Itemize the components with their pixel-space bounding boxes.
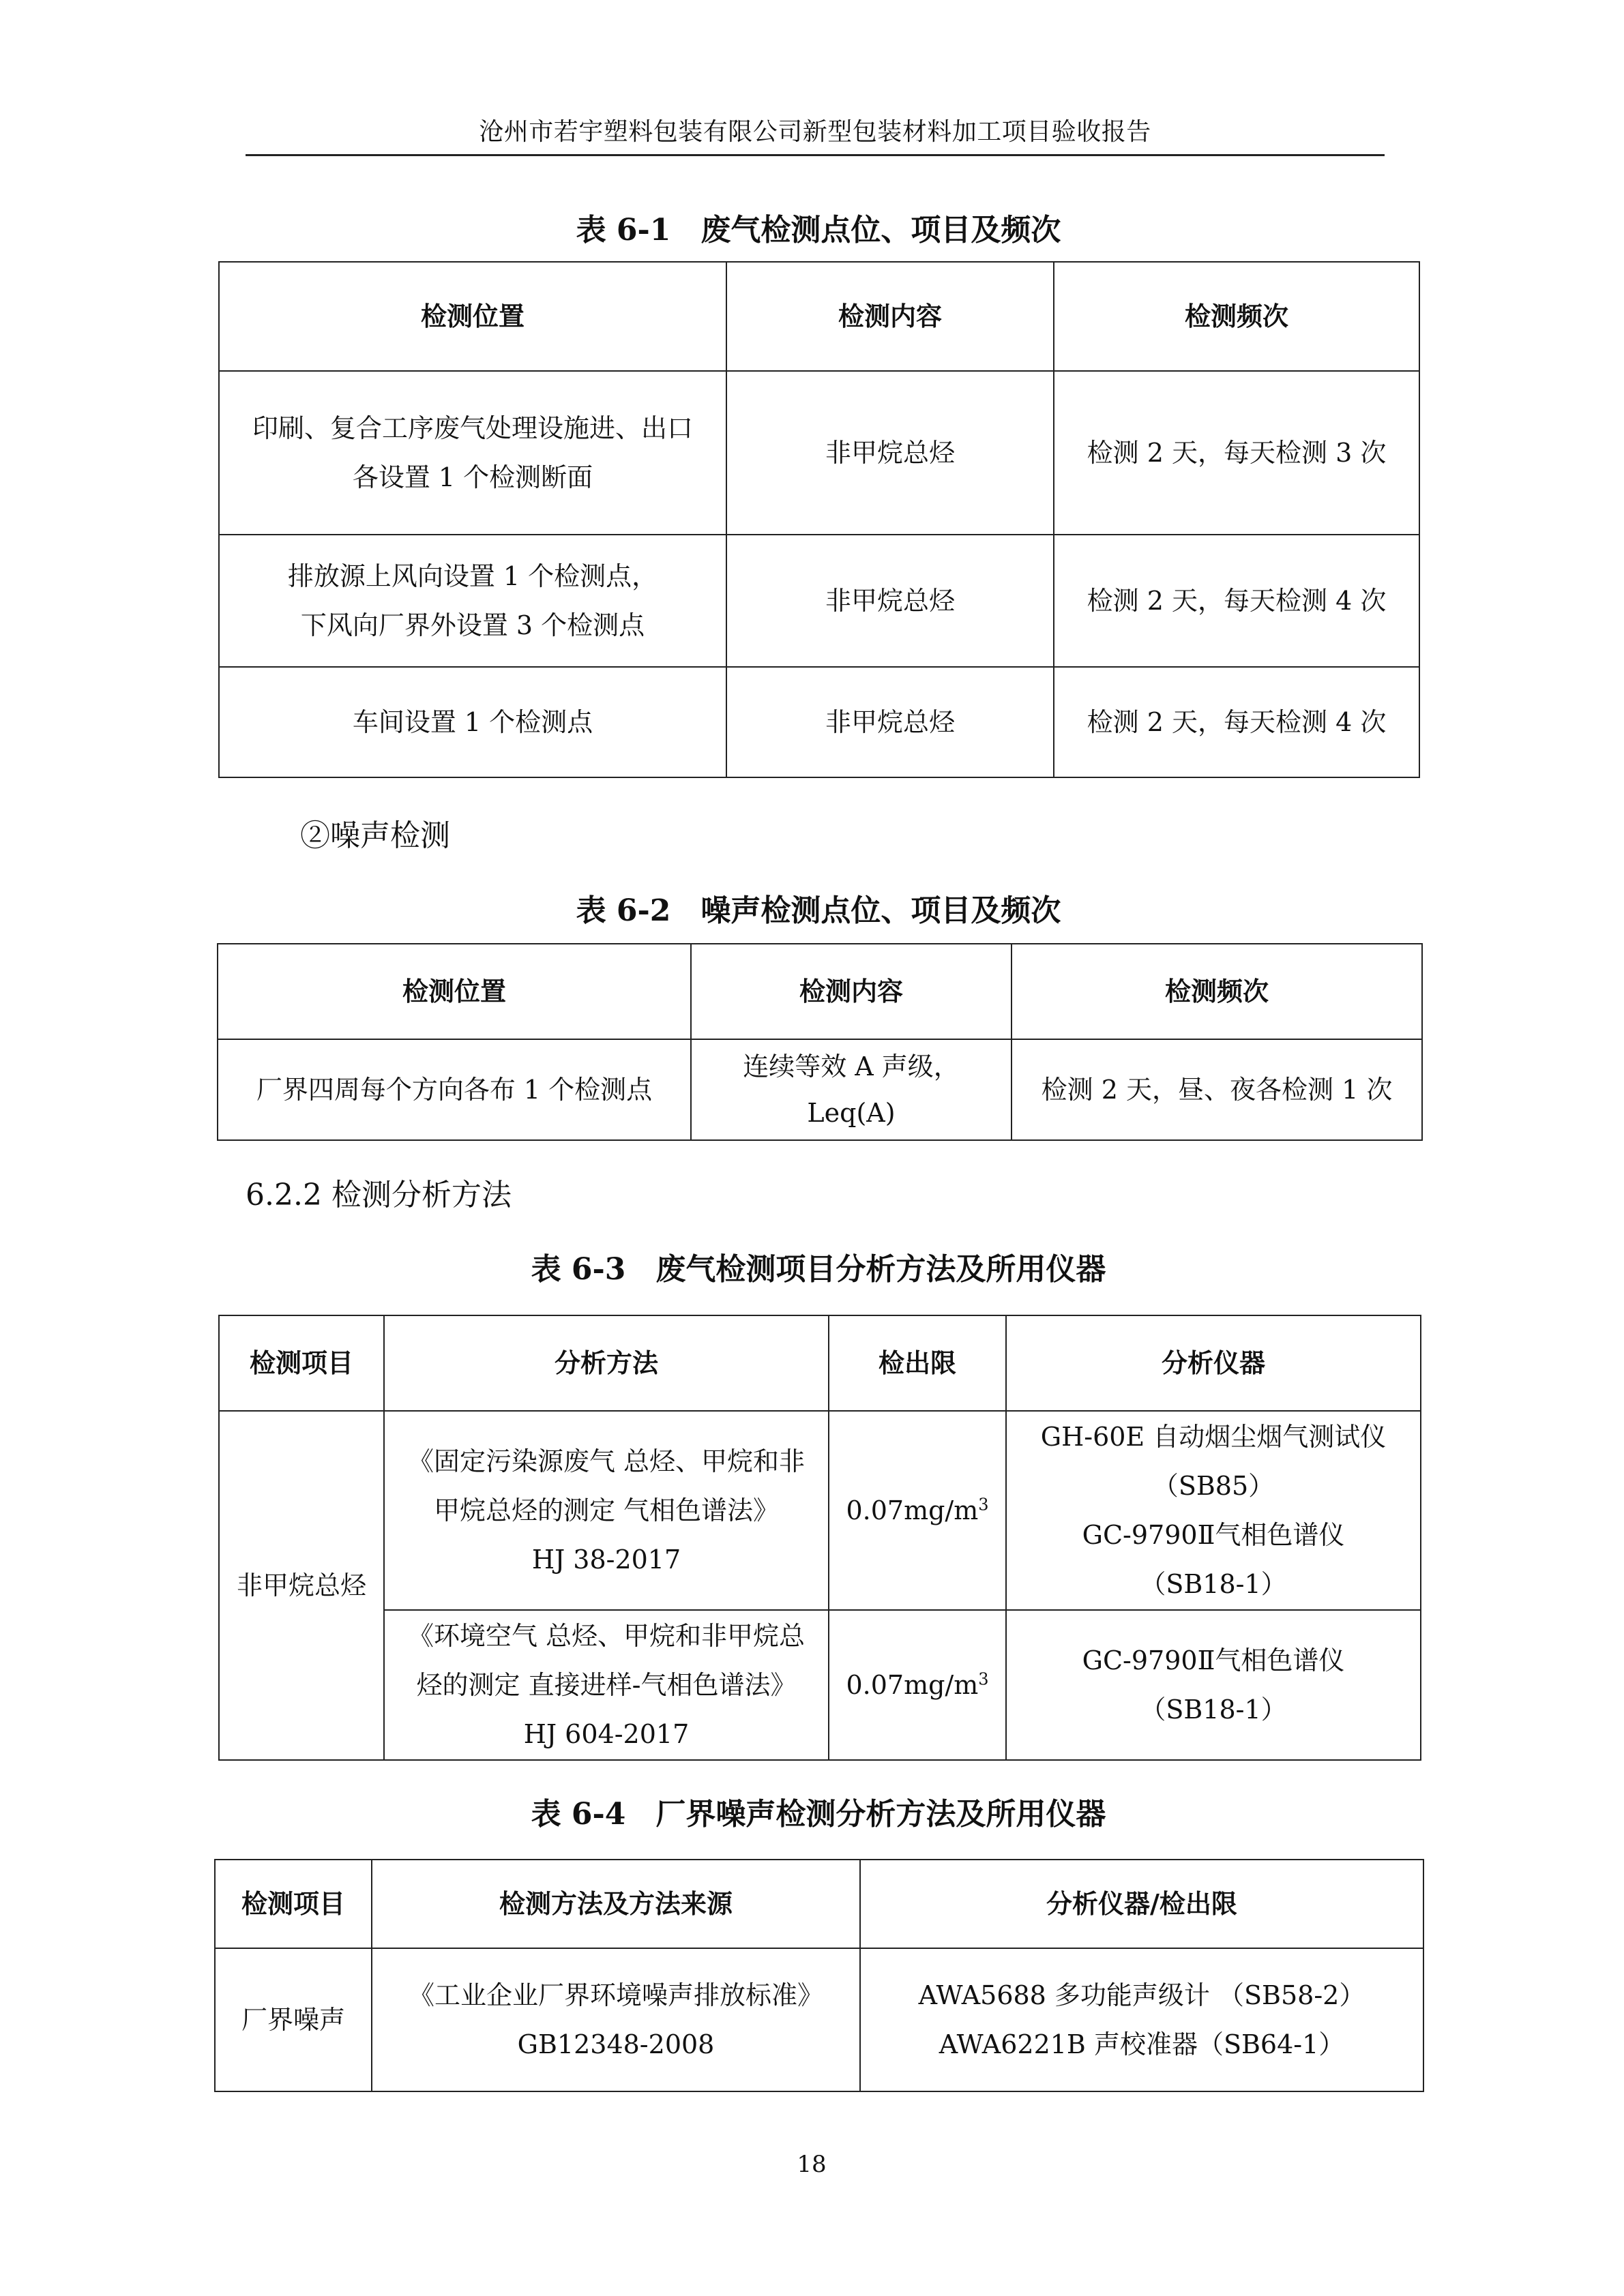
table-row xyxy=(215,1948,1423,2091)
table-header-row xyxy=(219,262,1419,371)
cell-line: 《环境空气 总烃、甲烷和非甲烷总 xyxy=(407,1621,806,1651)
header-cell: 检测方法及方法来源 xyxy=(372,1860,860,1948)
noise-heading: ②噪声检测 xyxy=(300,818,450,853)
table-6-4-caption: 表 6-4 厂界噪声检测分析方法及所用仪器 xyxy=(531,1797,1106,1832)
content-cell: 非甲烷总烃 xyxy=(726,535,1054,667)
page-number: 18 xyxy=(797,2151,827,2178)
header-cell: 分析仪器 xyxy=(1006,1315,1421,1411)
content-cell xyxy=(691,1039,1012,1140)
table-6-1-caption: 表 6-1 废气检测点位、项目及频次 xyxy=(576,213,1061,248)
table-header-row xyxy=(218,944,1422,1039)
instrument-cell xyxy=(1006,1610,1421,1760)
table-6-3-caption: 表 6-3 废气检测项目分析方法及所用仪器 xyxy=(531,1252,1106,1287)
header-cell: 分析仪器/检出限 xyxy=(860,1860,1423,1948)
frequency-cell: 检测 2 天，每天检测 4 次 xyxy=(1054,535,1419,667)
table-header-row xyxy=(219,1315,1421,1411)
method-cell xyxy=(384,1411,829,1610)
header-cell: 检测内容 xyxy=(691,944,1012,1039)
cell-line: 《工业企业厂界环境噪声排放标准》 xyxy=(408,1980,823,2010)
method-cell xyxy=(384,1610,829,1760)
header-cell: 检测频次 xyxy=(1012,944,1422,1039)
header-cell: 检测项目 xyxy=(215,1860,372,1948)
cell-line: AWA5688 多功能声级计 （SB58-2） xyxy=(918,1980,1365,2010)
cell-line: HJ 604-2017 xyxy=(523,1719,690,1749)
table-row xyxy=(219,371,1419,535)
section-heading: 6.2.2 检测分析方法 xyxy=(246,1178,512,1212)
cell-line: 《固定污染源废气 总烃、甲烷和非 xyxy=(407,1446,806,1476)
table-row xyxy=(219,1411,1421,1610)
cell-line: 甲烷总烃的测定 气相色谱法》 xyxy=(433,1495,780,1525)
item-cell: 厂界噪声 xyxy=(215,1948,372,2091)
limit-cell xyxy=(829,1610,1006,1760)
cell-line: GH-60E 自动烟尘烟气测试仪 xyxy=(1040,1422,1387,1452)
cell-line: Leq(A) xyxy=(807,1098,896,1128)
table-row xyxy=(219,535,1419,667)
cell-line: （SB18-1） xyxy=(1140,1695,1287,1725)
table-header-row xyxy=(215,1860,1423,1948)
cell-line: 烃的测定 直接进样-气相色谱法》 xyxy=(416,1670,797,1700)
cell-line: 排放源上风向设置 1 个检测点， xyxy=(287,561,658,591)
position-cell xyxy=(219,371,726,535)
header-cell: 分析方法 xyxy=(384,1315,829,1411)
cell-line: 印刷、复合工序废气处理设施进、出口 xyxy=(252,413,693,443)
content-cell: 非甲烷总烃 xyxy=(726,667,1054,777)
cell-line: 下风向厂界外设置 3 个检测点 xyxy=(300,610,645,640)
limit-cell xyxy=(829,1411,1006,1610)
table-6-2-caption: 表 6-2 噪声检测点位、项目及频次 xyxy=(576,893,1061,928)
instrument-cell xyxy=(1006,1411,1421,1610)
header-cell: 检测位置 xyxy=(219,262,726,371)
table-row xyxy=(218,1039,1422,1140)
position-cell xyxy=(219,535,726,667)
position-cell: 车间设置 1 个检测点 xyxy=(219,667,726,777)
frequency-cell: 检测 2 天，昼、夜各检测 1 次 xyxy=(1012,1039,1422,1140)
frequency-cell: 检测 2 天，每天检测 3 次 xyxy=(1054,371,1419,535)
table-6-4 xyxy=(214,1859,1424,2092)
item-cell: 非甲烷总烃 xyxy=(219,1411,384,1760)
cell-line: 各设置 1 个检测断面 xyxy=(352,462,593,492)
cell-line: （SB18-1） xyxy=(1140,1569,1287,1599)
cell-line: （SB85） xyxy=(1152,1471,1275,1501)
running-header: 沧州市若宇塑料包装有限公司新型包装材料加工项目验收报告 xyxy=(479,118,1151,146)
table-6-3 xyxy=(218,1315,1421,1761)
limit-superscript: 3 xyxy=(978,1669,989,1689)
cell-line: AWA6221B 声校准器（SB64-1） xyxy=(939,2029,1345,2059)
cell-line: GB12348-2008 xyxy=(517,2029,715,2059)
instrument-cell xyxy=(860,1948,1423,2091)
table-6-2 xyxy=(217,943,1423,1141)
method-cell xyxy=(372,1948,860,2091)
cell-line: GC-9790Ⅱ气相色谱仪 xyxy=(1082,1645,1345,1675)
position-cell: 厂界四周每个方向各布 1 个检测点 xyxy=(218,1039,691,1140)
header-cell: 检测位置 xyxy=(218,944,691,1039)
header-cell: 检测频次 xyxy=(1054,262,1419,371)
header-rule xyxy=(246,154,1385,156)
limit-value: 0.07mg/m xyxy=(846,1670,979,1700)
header-cell: 检出限 xyxy=(829,1315,1006,1411)
content-cell: 非甲烷总烃 xyxy=(726,371,1054,535)
cell-line: GC-9790Ⅱ气相色谱仪 xyxy=(1082,1520,1345,1550)
header-cell: 检测内容 xyxy=(726,262,1054,371)
table-6-1 xyxy=(218,261,1420,778)
table-row xyxy=(219,1610,1421,1760)
table-row xyxy=(219,667,1419,777)
frequency-cell: 检测 2 天，每天检测 4 次 xyxy=(1054,667,1419,777)
header-cell: 检测项目 xyxy=(219,1315,384,1411)
cell-line: HJ 38-2017 xyxy=(531,1545,681,1575)
cell-line: 连续等效 A 声级， xyxy=(743,1052,960,1082)
limit-value: 0.07mg/m xyxy=(846,1495,979,1525)
limit-superscript: 3 xyxy=(978,1495,989,1515)
